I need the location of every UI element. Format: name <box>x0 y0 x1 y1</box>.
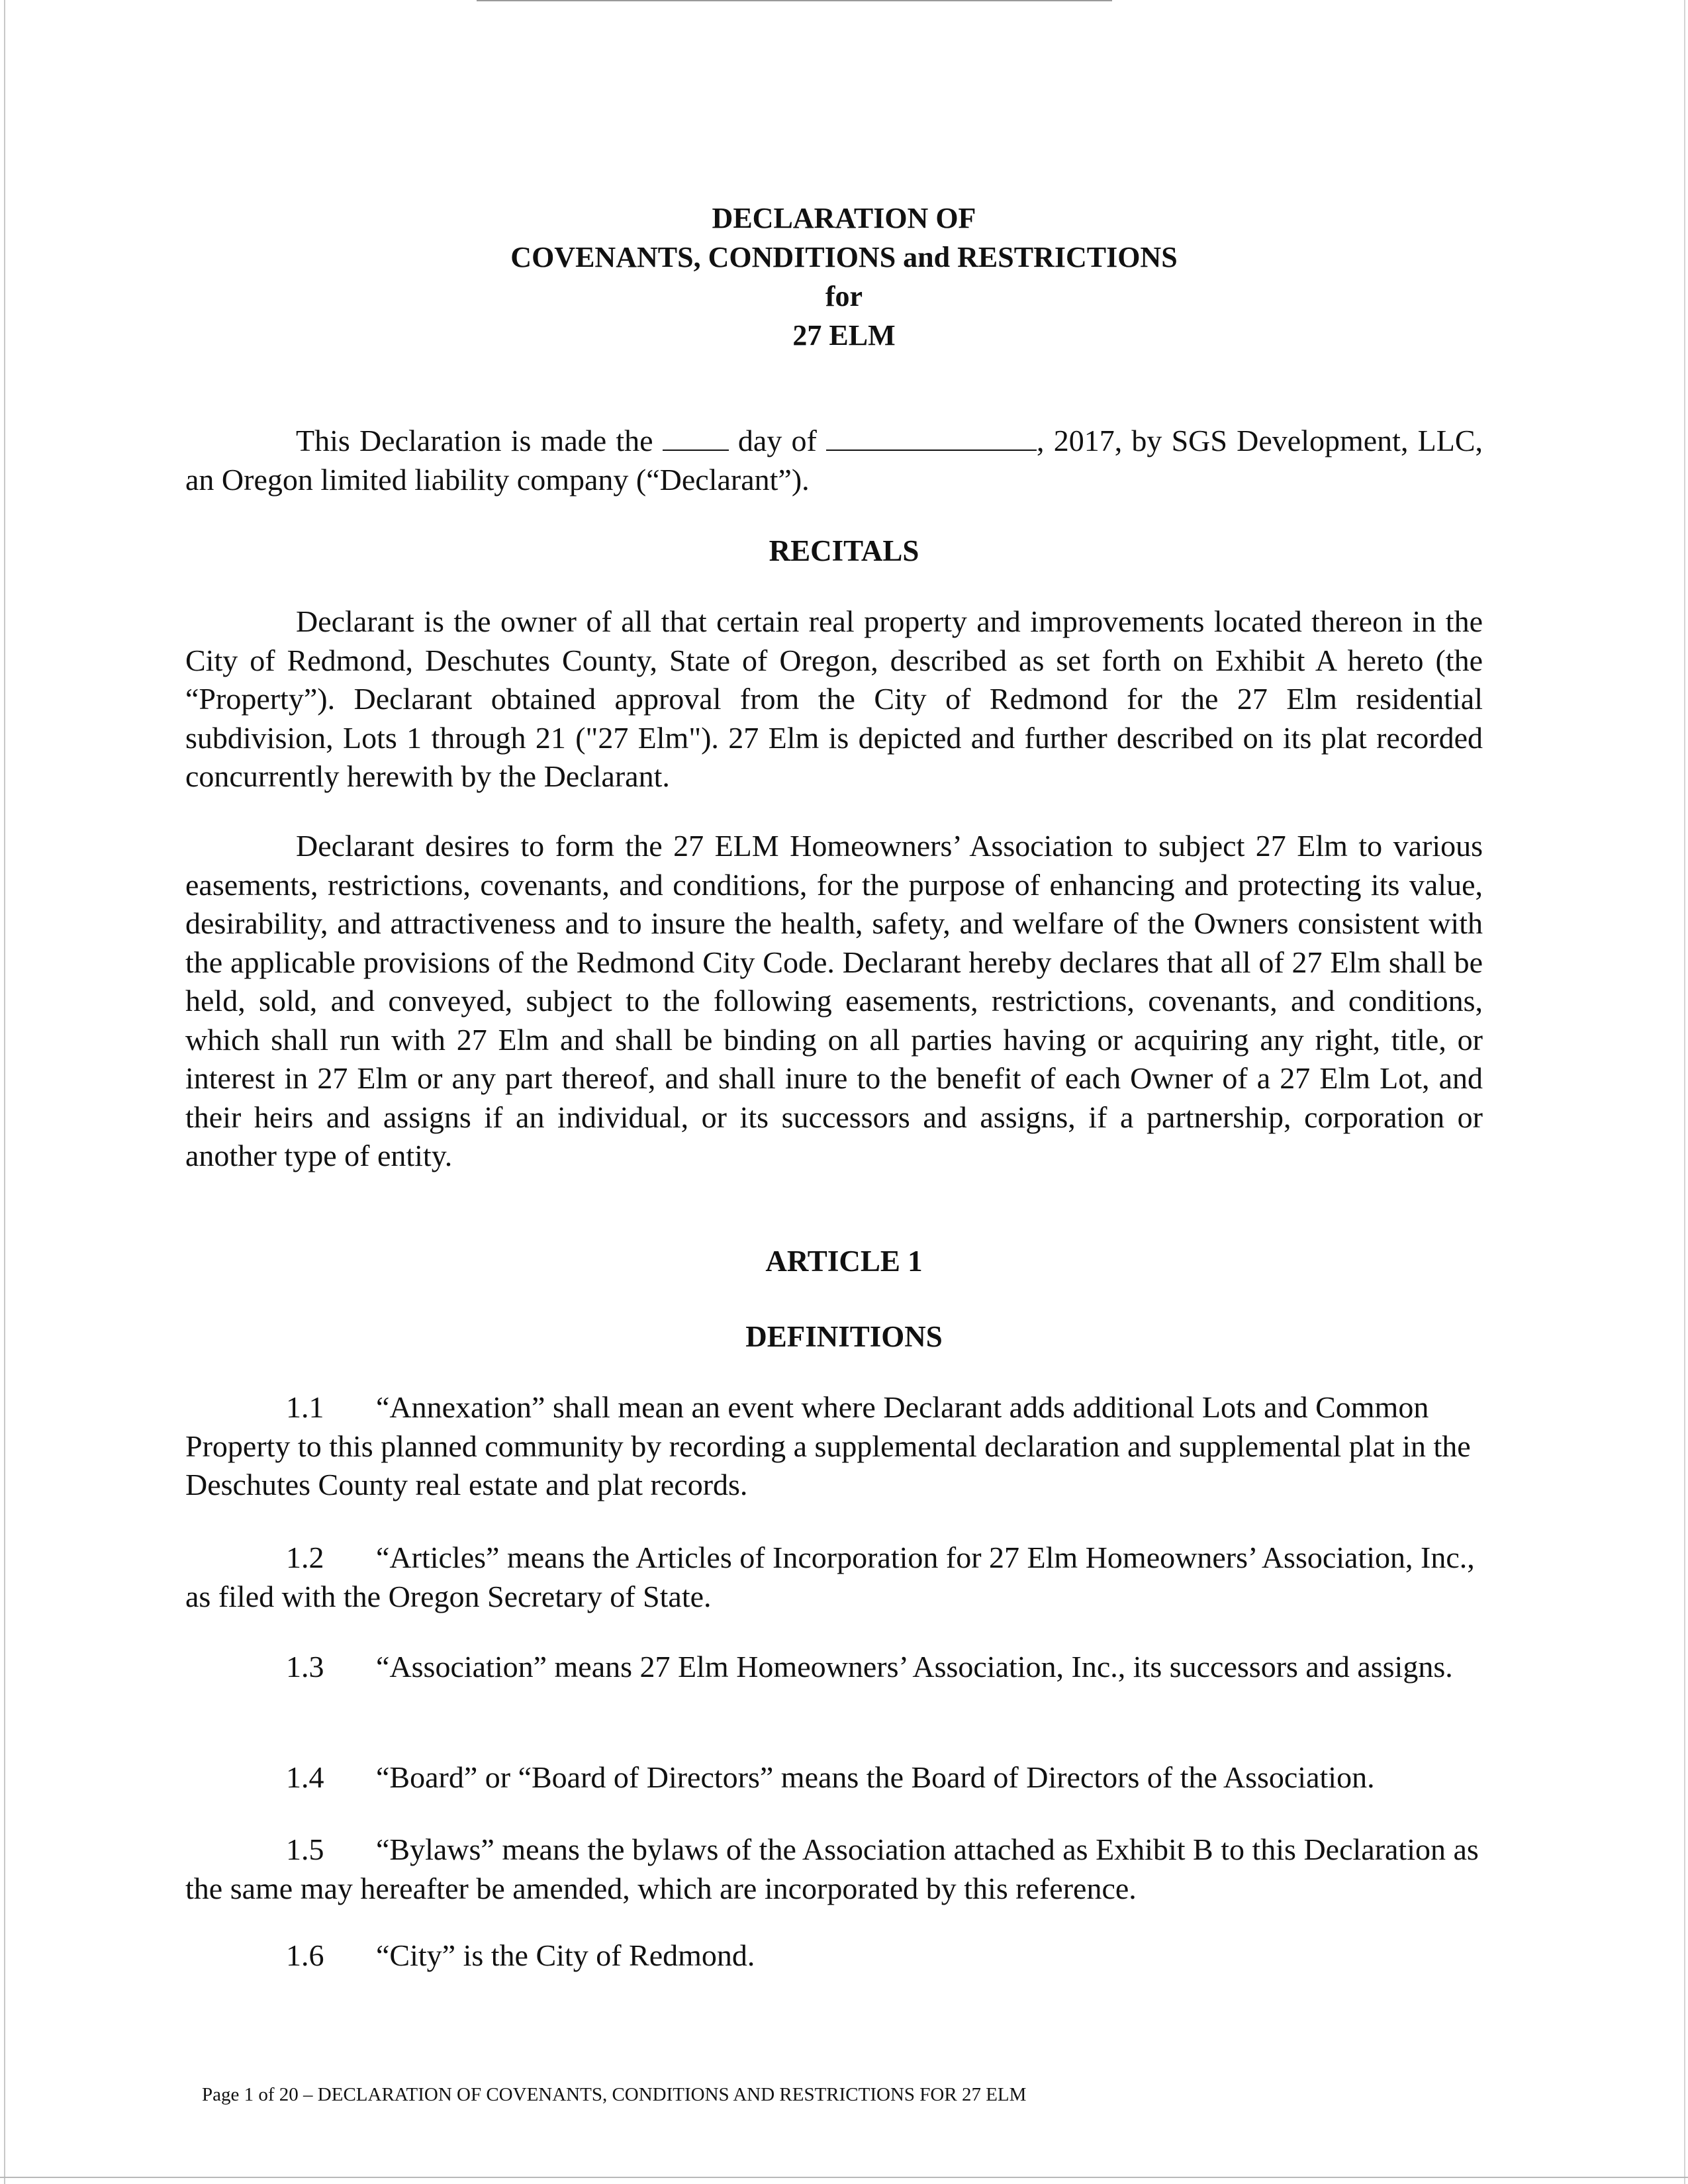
definition-1-3 <box>185 1648 1483 1687</box>
title-line-1: DECLARATION OF <box>712 202 976 234</box>
recitals-heading: RECITALS <box>769 534 919 567</box>
definition-text: “Articles” means the Articles of Incorporation for 27 Elm Homeowners’ Association, Inc., as filed with the Oregon Secretary of State. <box>185 1541 1475 1613</box>
intro-text-2: day of <box>737 424 817 457</box>
month-blank <box>826 423 1037 451</box>
scan-edge-bottom <box>0 2177 1688 2178</box>
day-blank <box>663 423 729 451</box>
definition-number: 1.4 <box>286 1760 324 1794</box>
definition-text: “Association” means 27 Elm Homeowners’ Association, Inc., its successors and assigns. <box>376 1650 1453 1684</box>
recitals-paragraph-1: Declarant is the owner of all that certain real property and improvements located thereon in the City of Redmond, Deschutes County, State of Oregon, described as set forth on Exhibit A hereto (the “Property”). Declarant obtained approval from the City of Redmond for the 27 Elm residential subdivision, Lots 1 through 21 ("27 Elm"). 27 Elm is depicted and further described on its plat recorded concurrently herewith by the Declarant. <box>185 604 1483 793</box>
page-number: Page 1 of 20 <box>202 2084 299 2105</box>
definition-text: “City” is the City of Redmond. <box>376 1938 755 1972</box>
definition-1-6 <box>185 1936 1483 1975</box>
page-footer <box>202 2083 1026 2107</box>
definition-1-4 <box>185 1758 1483 1797</box>
title-line-4: 27 ELM <box>792 319 896 352</box>
definition-number: 1.1 <box>286 1390 324 1424</box>
definition-number: 1.5 <box>286 1832 324 1866</box>
definition-1-1 <box>185 1388 1483 1505</box>
recitals-paragraph-2: Declarant desires to form the 27 ELM Homeowners’ Association to subject 27 Elm to various easements, restrictions, covenants, and conditions, for the purpose of enhancing and protecting its value, desirability, and attractiveness and to insure the health, safety, and welfare of the Owners consistent with the applicable provisions of the Redmond City Code. Declarant hereby declares that all of 27 Elm shall be held, sold, and conveyed, subject to the following easements, restrictions, covenants, and conditions, which shall run with 27 Elm and shall be binding on all parties having or acquiring any right, title, or interest in 27 Elm or any part thereof, and shall inure to the benefit of each Owner of a 27 Elm Lot, and their heirs and assigns if an individual, or its successors and assigns, if a partnership, corporation or another type of entity. <box>185 829 1483 1172</box>
intro-text-1: This Declaration is made the <box>296 424 653 457</box>
intro-text-3: , 2017, by SGS Development, LLC, an Oregon limited liability company (“Declarant”). <box>185 424 1483 497</box>
definition-1-2 <box>185 1539 1483 1616</box>
definition-number: 1.6 <box>286 1938 324 1972</box>
definition-text: “Board” or “Board of Directors” means the Board of Directors of the Association. <box>376 1760 1375 1794</box>
scan-edge-top <box>477 0 1112 1</box>
article-heading: ARTICLE 1 <box>765 1245 923 1278</box>
definitions-heading: DEFINITIONS <box>745 1320 943 1353</box>
title-line-3: for <box>825 280 863 312</box>
definition-number: 1.3 <box>286 1650 324 1684</box>
definition-1-5 <box>185 1830 1483 1908</box>
intro-paragraph <box>185 422 1483 499</box>
definition-text: “Bylaws” means the bylaws of the Association attached as Exhibit B to this Declaration as the same may hereafter be amended, which are incorporated by this reference. <box>185 1832 1479 1905</box>
title-line-2: COVENANTS, CONDITIONS and RESTRICTIONS <box>510 241 1178 273</box>
footer-title: – DECLARATION OF COVENANTS, CONDITIONS AND RESTRICTIONS FOR 27 ELM <box>298 2084 1027 2105</box>
definition-number: 1.2 <box>286 1541 324 1574</box>
definition-text: “Annexation” shall mean an event where Declarant adds additional Lots and Common Property to this planned community by recording a supplemental declaration and supplemental plat in the Deschutes County real estate and plat records. <box>185 1390 1471 1501</box>
document-title <box>0 199 1688 355</box>
